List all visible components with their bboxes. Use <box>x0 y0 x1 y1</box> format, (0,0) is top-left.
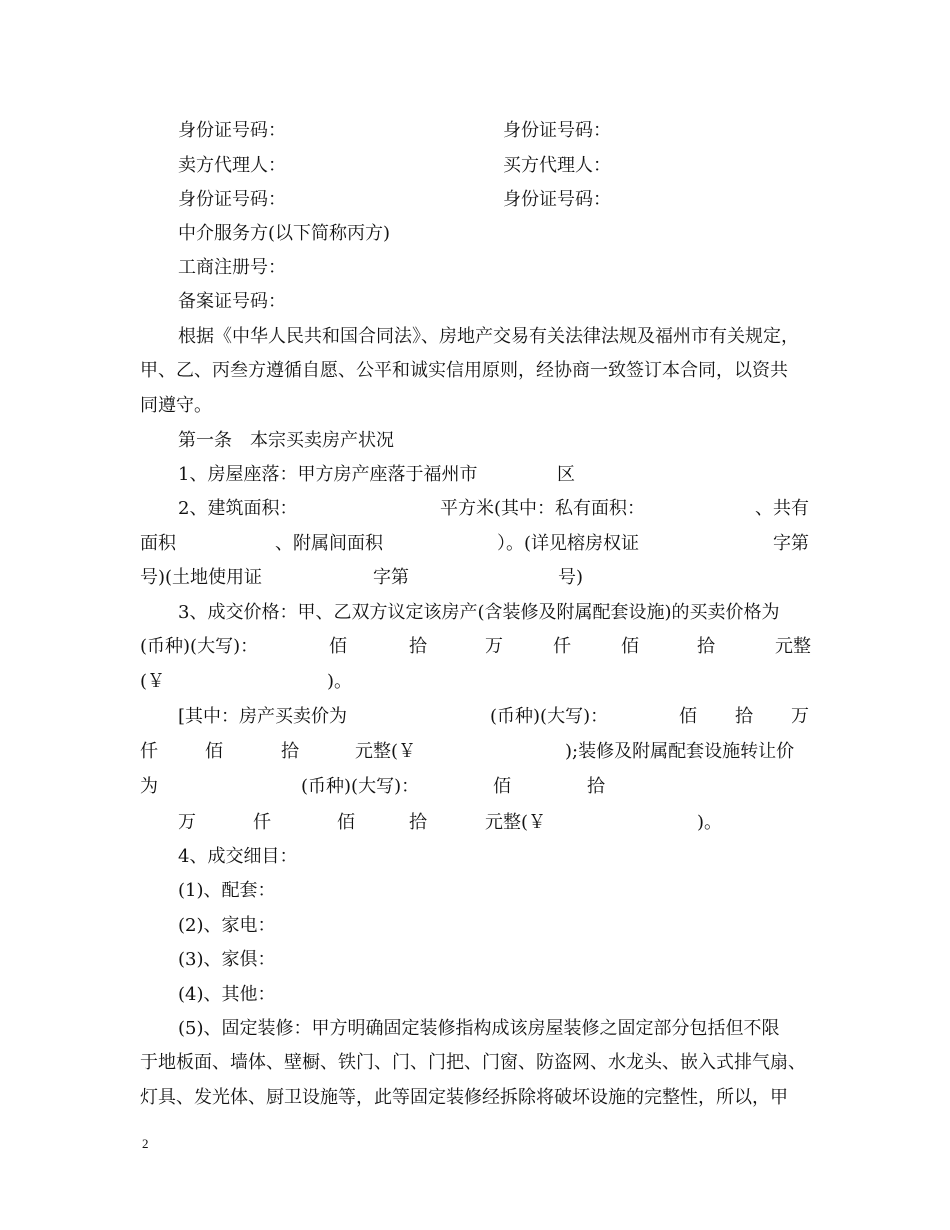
item-3-close-paren: )。 <box>697 812 723 833</box>
unit-yuan-zheng-yen: 元整(￥ <box>485 812 547 833</box>
sub-item-1-fittings: (1)、配套： <box>178 880 276 901</box>
unit-shi: 拾 <box>409 636 427 657</box>
sub-item-5-line-1: (5)、固定装修：甲方明确固定装修指构成该房屋装修之固定部分包括但不限 <box>178 1018 780 1039</box>
buyer-id-label: 身份证号码： <box>503 120 611 141</box>
agency-party-label: 中介服务方(以下简称丙方) <box>178 223 391 244</box>
item-2-annex-area: 、附属间面积 <box>275 533 383 554</box>
sub-item-2-appliances: (2)、家电： <box>178 915 276 936</box>
item-3-yen-amount: (￥ )。 <box>140 671 353 692</box>
preamble-line-2: 甲、乙、丙叁方遵循自愿、公平和诚实信用原则，经协商一致签订本合同，以资共 <box>140 360 788 381</box>
unit-wan: 万 <box>485 636 503 657</box>
seller-agent-label: 卖方代理人： <box>178 155 286 176</box>
business-registration-label: 工商注册号： <box>178 257 286 278</box>
sub-item-4-other: (4)、其他： <box>178 984 276 1005</box>
sub-item-5-line-2: 于地板面、墙体、壁橱、铁门、门、门把、门窗、防盗网、水龙头、嵌入式排气扇、 <box>140 1052 806 1073</box>
filing-number-label: 备案证号码： <box>178 291 286 312</box>
item-2-land-hao: 号) <box>558 567 584 588</box>
item-2-zi-di: 字第 <box>773 533 809 554</box>
unit-qian: 仟 <box>140 741 158 762</box>
item-3-fixture-price: );装修及附属配套设施转让价 <box>565 741 795 762</box>
item-3-currency-label: (币种)(大写)： <box>301 776 420 797</box>
item-1-district: 区 <box>557 464 575 485</box>
unit-bai: 佰 <box>621 636 639 657</box>
seller-id-label: 身份证号码： <box>178 120 286 141</box>
unit-bai: 佰 <box>329 636 347 657</box>
unit-shi: 拾 <box>281 741 299 762</box>
item-4-details: 4、成交细目： <box>178 846 298 867</box>
unit-yuan-zheng: 元整 <box>775 636 811 657</box>
unit-wan: 万 <box>178 812 196 833</box>
unit-shi: 拾 <box>409 812 427 833</box>
item-3-house-price: [其中：房产买卖价为 <box>178 706 348 727</box>
item-3-wei: 为 <box>140 776 158 797</box>
item-3-currency-label: (币种)(大写)： <box>490 706 609 727</box>
item-2-cert-ref: ）。(详见榕房权证 <box>497 533 640 554</box>
unit-shi: 拾 <box>697 636 715 657</box>
unit-shi: 拾 <box>587 776 605 797</box>
buyer-agent-id-label: 身份证号码： <box>503 189 611 210</box>
article-1-title: 第一条 本宗买卖房产状况 <box>178 430 394 451</box>
item-1-location: 1、房屋座落：甲方房产座落于福州市 <box>178 464 478 485</box>
unit-qian: 仟 <box>553 636 571 657</box>
item-2-shared-label: 、共有 <box>755 498 809 519</box>
sub-item-3-furniture: (3)、家俱： <box>178 949 276 970</box>
item-3-price-intro: 3、成交价格：甲、乙双方议定该房产(含装修及附属配套设施)的买卖价格为 <box>178 602 780 623</box>
seller-agent-id-label: 身份证号码： <box>178 189 286 210</box>
unit-bai: 佰 <box>205 741 223 762</box>
unit-qian: 仟 <box>253 812 271 833</box>
sub-item-5-line-3: 灯具、发光体、厨卫设施等，此等固定装修经拆除将破坏设施的完整性，所以，甲 <box>140 1087 788 1108</box>
unit-bai: 佰 <box>337 812 355 833</box>
preamble-line-1: 根据《中华人民共和国合同法》、房地产交易有关法律法规及福州市有关规定， <box>178 326 799 347</box>
item-2-sqm-label: 平方米(其中：私有面积： <box>440 498 646 519</box>
unit-bai: 佰 <box>493 776 511 797</box>
item-3-currency-label: (币种)(大写)： <box>140 636 259 657</box>
item-2-area-label: 2、建筑面积： <box>178 498 298 519</box>
buyer-agent-label: 买方代理人： <box>503 155 611 176</box>
preamble-line-3: 同遵守。 <box>140 395 212 416</box>
item-2-land-cert: 号)(土地使用证 <box>140 567 263 588</box>
unit-wan: 万 <box>791 706 809 727</box>
item-2-land-zi-di: 字第 <box>373 567 409 588</box>
unit-yuan-zheng-yen: 元整(￥ <box>355 741 417 762</box>
unit-bai: 佰 <box>679 706 697 727</box>
unit-shi: 拾 <box>735 706 753 727</box>
page-number: 2 <box>142 1136 149 1151</box>
item-2-area-word: 面积 <box>140 533 176 554</box>
